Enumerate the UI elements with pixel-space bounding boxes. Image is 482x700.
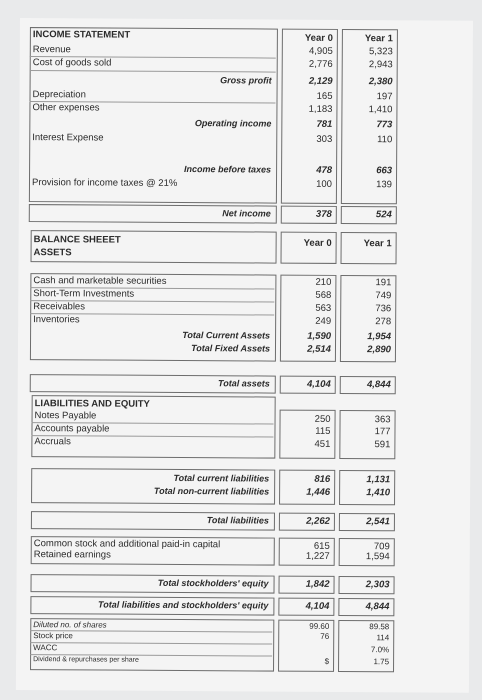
liabilities-title: LIABILITIES AND EQUITY xyxy=(34,398,150,410)
spreadsheet-photo xyxy=(16,18,473,693)
notes-payable-y1: 363 xyxy=(374,414,391,426)
interest-expense-label: Interest Expense xyxy=(32,132,104,144)
total-current-assets-y1: 1,954 xyxy=(367,331,392,343)
total-liab-equity-y1: 4,844 xyxy=(365,601,390,613)
total-current-assets-label: Total Current Assets xyxy=(182,329,271,341)
total-assets-y1: 4,844 xyxy=(366,379,391,391)
cogs-label: Cost of goods sold xyxy=(32,57,112,69)
accruals-y1: 591 xyxy=(374,439,391,451)
income-year0-header: Year 0 xyxy=(304,32,333,44)
accruals-y0: 451 xyxy=(314,438,331,450)
total-current-liabilities-y0: 816 xyxy=(314,473,331,485)
stock-price-y1: 114 xyxy=(376,633,390,643)
total-current-liabilities-y1: 1,131 xyxy=(366,474,391,486)
income-before-taxes-y0: 478 xyxy=(316,164,333,176)
diluted-shares-y1: 89.58 xyxy=(369,622,390,632)
income-year1-header: Year 1 xyxy=(364,33,393,45)
common-stock-y0: 615 xyxy=(313,540,330,552)
receivables-label: Receivables xyxy=(33,301,86,313)
revenue-y1: 5,323 xyxy=(368,46,393,58)
total-current-assets-y0: 1,590 xyxy=(307,330,332,342)
net-income-y1: 524 xyxy=(375,209,392,221)
accruals-label: Accruals xyxy=(34,436,71,448)
inventories-y0: 249 xyxy=(315,315,332,327)
notes-payable-label: Notes Payable xyxy=(34,410,97,422)
receivables-y0: 563 xyxy=(315,302,332,314)
depreciation-label: Depreciation xyxy=(32,89,86,101)
total-liab-equity-label: Total liabilities and stockholders' equity xyxy=(98,599,269,611)
accounts-payable-label: Accounts payable xyxy=(34,423,110,435)
balance-sheet-title: BALANCE SHEEET xyxy=(33,234,121,246)
total-liabilities-y0: 2,262 xyxy=(306,515,330,527)
operating-income-y0: 781 xyxy=(316,118,333,130)
dividend-y1: 1.75 xyxy=(373,657,390,667)
retained-earnings-label: Retained earnings xyxy=(33,549,111,561)
wacc-label: WACC xyxy=(33,643,58,653)
revenue-label: Revenue xyxy=(32,44,71,56)
total-current-liabilities-label: Total current liabilities xyxy=(173,472,270,484)
cash-y1: 191 xyxy=(375,277,392,289)
cogs-y1: 2,943 xyxy=(368,59,393,71)
assets-title: ASSETS xyxy=(33,247,72,259)
income-before-taxes-y1: 663 xyxy=(376,165,393,177)
gross-profit-y1: 2,380 xyxy=(368,76,393,88)
total-liab-equity-y0: 4,104 xyxy=(305,600,330,612)
provision-taxes-y1: 139 xyxy=(376,179,393,191)
short-term-investments-y0: 568 xyxy=(315,289,332,301)
gross-profit-label: Gross profit xyxy=(220,75,272,86)
total-fixed-assets-y0: 2,514 xyxy=(307,343,332,355)
total-liabilities-label: Total liabilities xyxy=(206,515,269,526)
common-stock-y1: 709 xyxy=(373,541,390,553)
interest-expense-y1: 110 xyxy=(377,134,393,146)
dividend-label: Dividend & repurchases per share xyxy=(33,656,139,664)
total-noncurrent-liabilities-label: Total non-current liabilities xyxy=(153,485,270,497)
short-term-investments-label: Short-Term Investments xyxy=(33,288,135,300)
net-income-y0: 378 xyxy=(315,208,332,220)
retained-earnings-y0: 1,227 xyxy=(305,550,330,562)
operating-income-y1: 773 xyxy=(376,119,393,131)
accounts-payable-y0: 115 xyxy=(315,425,331,437)
operating-income-label: Operating income xyxy=(194,118,272,129)
cash-label: Cash and marketable securities xyxy=(33,275,167,287)
revenue-y0: 4,905 xyxy=(308,45,333,57)
receivables-y1: 736 xyxy=(375,303,392,315)
income-statement-title: INCOME STATEMENT xyxy=(32,29,131,41)
total-assets-y0: 4,104 xyxy=(306,378,331,390)
other-expenses-y0: 1,183 xyxy=(308,103,333,115)
inventories-label: Inventories xyxy=(33,314,80,326)
balance-year0-header: Year 0 xyxy=(303,237,332,249)
depreciation-y1: 197 xyxy=(376,91,393,103)
cash-y0: 210 xyxy=(315,276,332,288)
total-fixed-assets-label: Total Fixed Assets xyxy=(191,343,271,354)
interest-expense-y0: 303 xyxy=(316,133,333,145)
stock-price-label: Stock price xyxy=(33,631,73,641)
total-noncurrent-liabilities-y1: 1,410 xyxy=(366,487,391,499)
total-fixed-assets-y1: 2,890 xyxy=(367,344,392,356)
retained-earnings-y1: 1,594 xyxy=(365,551,390,563)
diluted-shares-label: Diluted no. of shares xyxy=(33,620,107,630)
total-equity-label: Total stockholders' equity xyxy=(157,577,269,589)
total-noncurrent-liabilities-y0: 1,446 xyxy=(306,486,331,498)
provision-taxes-y0: 100 xyxy=(316,178,333,190)
wacc-y1: 7.0% xyxy=(370,645,390,655)
gross-profit-y0: 2,129 xyxy=(308,75,333,87)
stock-price-y0: 76 xyxy=(320,631,330,641)
diluted-shares-y0: 99.60 xyxy=(309,621,330,631)
short-term-investments-y1: 749 xyxy=(375,290,392,302)
cogs-y0: 2,776 xyxy=(308,58,333,70)
total-liabilities-y1: 2,541 xyxy=(366,516,390,528)
income-before-taxes-label: Income before taxes xyxy=(184,164,272,175)
other-expenses-label: Other expenses xyxy=(32,102,100,114)
other-expenses-y1: 1,410 xyxy=(368,104,393,116)
accounts-payable-y1: 177 xyxy=(374,426,391,438)
net-income-label: Net income xyxy=(222,208,271,219)
total-equity-y0: 1,842 xyxy=(305,578,330,590)
provision-taxes-label: Provision for income taxes @ 21% xyxy=(31,177,178,189)
balance-year1-header: Year 1 xyxy=(363,238,392,250)
total-equity-y1: 2,303 xyxy=(365,579,390,591)
inventories-y1: 278 xyxy=(375,316,392,328)
total-assets-label: Total assets xyxy=(218,378,270,389)
common-stock-label: Common stock and additional paid-in capital xyxy=(33,538,221,551)
depreciation-y0: 165 xyxy=(316,90,333,102)
notes-payable-y0: 250 xyxy=(314,413,331,425)
dividend-y0: $ xyxy=(324,656,330,666)
